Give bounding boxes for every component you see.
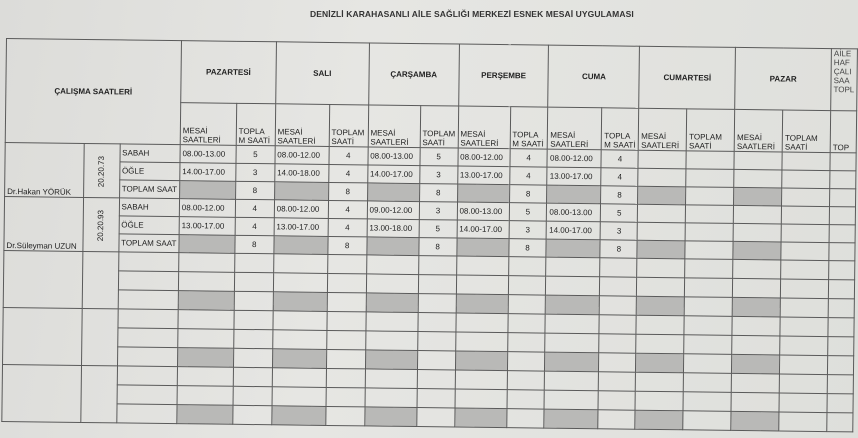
- hours-cell: 14.00-17.00: [457, 220, 509, 239]
- empty-cell: [545, 333, 599, 353]
- empty-cell: [546, 257, 600, 277]
- shaded-cell: [274, 182, 328, 201]
- doctor-name: Dr.Süleyman UZUN: [4, 196, 83, 251]
- daily-total: 8: [508, 239, 546, 257]
- empty-cell: [327, 292, 366, 311]
- empty-cell: [234, 310, 273, 329]
- empty-code-cell: [81, 365, 118, 422]
- shaded-cell: [455, 351, 507, 371]
- empty-cell: [117, 328, 178, 348]
- shaded-cell: [272, 406, 326, 426]
- empty-cell: [781, 242, 829, 261]
- empty-cell: [417, 389, 455, 408]
- empty-cell: [781, 206, 829, 225]
- empty-cell: [272, 387, 326, 407]
- empty-cell: [781, 224, 829, 243]
- empty-cell: [684, 297, 732, 317]
- shaded-cell: [273, 292, 327, 312]
- empty-cell: [272, 330, 326, 350]
- empty-cell: [599, 372, 636, 391]
- empty-cell: [118, 271, 179, 291]
- weekly-total-header: AİLE HAF ÇALI SAA TOPL: [831, 49, 858, 111]
- empty-cell: [828, 299, 854, 318]
- empty-cell: [326, 330, 365, 349]
- empty-cell: [508, 276, 546, 295]
- empty-cell: [829, 207, 855, 225]
- shaded-cell: [638, 186, 686, 205]
- empty-cell: [684, 373, 732, 393]
- row-label-ogle: ÖĞLE: [119, 162, 179, 181]
- total-cell: 4: [509, 167, 547, 185]
- empty-cell: [598, 410, 635, 429]
- empty-cell: [827, 413, 853, 432]
- hours-cell: 13.00-17.00: [457, 166, 509, 185]
- hours-cell: 08.00-12.00: [275, 146, 329, 165]
- doctor-code: 20.20.93: [83, 197, 119, 251]
- empty-cell: [507, 352, 545, 371]
- empty-cell: [418, 256, 456, 275]
- empty-cell: [366, 274, 418, 294]
- empty-cell: [731, 392, 779, 412]
- daily-total: 8: [509, 185, 547, 203]
- empty-cell: [827, 394, 853, 413]
- hours-cell: 08.00-12.00: [274, 200, 328, 219]
- total-cell: 4: [328, 218, 367, 236]
- total-cell: 4: [235, 199, 274, 217]
- empty-cell: [545, 371, 599, 391]
- daily-total: 8: [418, 238, 456, 256]
- empty-cell: [830, 189, 856, 207]
- hours-cell: 08.00-13.00: [368, 147, 420, 166]
- empty-cell: [684, 316, 732, 336]
- total-cell: 3: [509, 221, 547, 239]
- mesai-header: MESAİ SAATLERİ: [548, 107, 602, 150]
- empty-cell: [507, 390, 545, 409]
- shaded-cell: [456, 294, 508, 314]
- empty-cell: [780, 298, 828, 318]
- empty-cell: [117, 385, 178, 405]
- row-label-ogle: ÖĞLE: [119, 216, 179, 235]
- day-monday: PAZARTESİ: [181, 41, 277, 104]
- empty-cell: [780, 336, 828, 356]
- empty-cell: [829, 261, 855, 280]
- hours-cell: 08.00-12.00: [179, 199, 235, 218]
- empty-cell: [234, 329, 273, 348]
- daily-total: 8: [600, 240, 637, 258]
- empty-cell: [684, 335, 732, 355]
- total-cell: 3: [419, 202, 457, 220]
- empty-cell: [273, 254, 327, 274]
- empty-cell: [546, 276, 600, 296]
- empty-cell: [779, 393, 827, 413]
- shaded-cell: [544, 409, 598, 429]
- empty-cell: [178, 329, 234, 349]
- mesai-header: MESAİ SAATLERİ: [458, 106, 510, 149]
- empty-cell: [366, 255, 418, 275]
- empty-cell: [327, 311, 366, 330]
- total-cell: 3: [419, 166, 457, 184]
- empty-cell: [116, 404, 177, 424]
- day-sunday: PAZAR: [735, 47, 832, 110]
- empty-cell: [636, 372, 684, 392]
- empty-cell: [326, 349, 365, 368]
- empty-cell: [365, 388, 417, 408]
- empty-cell: [599, 315, 636, 334]
- empty-cell: [455, 370, 507, 390]
- empty-cell: [731, 373, 779, 393]
- empty-cell: [544, 390, 598, 410]
- empty-cell: [118, 290, 179, 310]
- empty-cell: [326, 368, 365, 387]
- hours-cell: 14.00-17.00: [547, 221, 601, 240]
- empty-cell: [177, 367, 233, 387]
- total-cell: 3: [236, 163, 275, 181]
- empty-cell: [830, 171, 856, 189]
- empty-cell: [507, 333, 545, 352]
- total-cell: 5: [420, 148, 458, 166]
- empty-cell: [455, 389, 507, 409]
- shaded-cell: [367, 183, 419, 202]
- shaded-cell: [366, 293, 418, 313]
- empty-cell: [417, 332, 455, 351]
- total-cell: 5: [419, 220, 457, 238]
- shaded-cell: [454, 408, 506, 428]
- empty-cell: [734, 151, 782, 170]
- hours-cell: 13.00-17.00: [547, 167, 601, 186]
- shaded-cell: [734, 187, 782, 206]
- toplam-header: TOPLA M SAATİ: [236, 103, 275, 145]
- empty-cell: [233, 386, 272, 405]
- day-friday: CUMA: [548, 45, 640, 108]
- day-thursday: PERŞEMBE: [458, 44, 549, 107]
- daily-total: 8: [419, 184, 457, 202]
- empty-cell: [685, 278, 733, 298]
- hours-cell: 08.00-12.00: [458, 148, 510, 167]
- shaded-cell: [367, 237, 419, 256]
- mesai-header: MESAİ SAATLERİ: [639, 108, 687, 151]
- empty-cell: [638, 168, 686, 187]
- toplam-header: TOPLAM SAATİ: [782, 110, 830, 153]
- hours-cell: 08.00-13.00: [180, 145, 236, 164]
- shaded-cell: [731, 411, 779, 431]
- empty-cell: [781, 260, 829, 280]
- empty-cell: [117, 347, 178, 367]
- empty-cell: [233, 367, 272, 386]
- shaded-cell: [364, 407, 416, 427]
- hours-cell: 14.00-17.00: [367, 165, 419, 184]
- schedule-table: [1, 38, 858, 432]
- hours-cell: 13.00-17.00: [274, 218, 328, 237]
- work-hours-header: ÇALIŞMA SAATLERİ: [5, 39, 181, 145]
- empty-cell: [178, 310, 234, 330]
- empty-cell: [418, 313, 456, 332]
- empty-name-cell: [3, 307, 82, 365]
- empty-cell: [734, 205, 782, 224]
- empty-cell: [827, 375, 853, 394]
- empty-cell: [780, 317, 828, 337]
- shaded-cell: [179, 181, 235, 200]
- doctor-name: Dr.Hakan YÖRÜK: [5, 142, 84, 197]
- empty-cell: [325, 406, 364, 425]
- empty-cell: [545, 314, 599, 334]
- empty-cell: [417, 370, 455, 389]
- shaded-cell: [365, 350, 417, 370]
- empty-name-cell: [2, 364, 81, 422]
- total-cell: 3: [601, 222, 638, 240]
- empty-cell: [600, 296, 637, 315]
- empty-cell: [177, 386, 233, 406]
- day-saturday: CUMARTESİ: [639, 46, 736, 109]
- daily-total: 8: [328, 236, 367, 254]
- shaded-cell: [272, 349, 326, 369]
- empty-cell: [456, 313, 508, 333]
- empty-cell: [506, 409, 544, 428]
- mesai-header: MESAİ SAATLERİ: [275, 104, 329, 147]
- empty-cell: [732, 335, 780, 355]
- shaded-cell: [547, 185, 601, 204]
- empty-cell: [233, 405, 272, 424]
- empty-cell: [782, 152, 830, 171]
- total-cell: 4: [510, 149, 548, 167]
- empty-cell: [637, 258, 685, 278]
- empty-cell: [234, 291, 273, 310]
- empty-cell: [734, 169, 782, 188]
- empty-cell: [779, 374, 827, 394]
- empty-cell: [638, 150, 686, 169]
- empty-cell: [733, 278, 781, 298]
- toplam-header: TOPLAM SAATİ: [329, 104, 368, 146]
- total-cell: 4: [601, 168, 638, 186]
- empty-cell: [507, 314, 545, 333]
- toplam-header: TOPLAM SAATİ: [420, 106, 458, 148]
- empty-cell: [508, 295, 546, 314]
- shaded-cell: [635, 410, 683, 430]
- empty-cell: [686, 187, 734, 206]
- toplam-header: TOPLAM SAATİ: [686, 109, 734, 152]
- empty-cell: [683, 392, 731, 412]
- empty-cell: [685, 241, 733, 260]
- empty-cell: [828, 337, 854, 356]
- shaded-cell: [637, 296, 685, 316]
- empty-cell: [830, 153, 856, 171]
- empty-cell: [683, 411, 731, 431]
- shaded-cell: [546, 239, 600, 258]
- shaded-cell: [178, 291, 234, 311]
- empty-cell: [598, 391, 635, 410]
- shaded-cell: [457, 184, 509, 203]
- empty-cell: [418, 275, 456, 294]
- empty-cell: [508, 257, 546, 276]
- empty-cell: [178, 272, 234, 292]
- empty-cell: [686, 205, 734, 224]
- hours-cell: 14.00-17.00: [180, 163, 236, 182]
- mesai-header: MESAİ SAATLERİ: [180, 103, 236, 146]
- row-label-toplam: TOPLAM SAAT: [119, 180, 179, 199]
- total-cell: 5: [601, 204, 638, 222]
- hours-cell: 08.00-13.00: [457, 202, 509, 221]
- empty-cell: [685, 223, 733, 242]
- empty-cell: [637, 277, 685, 297]
- shaded-cell: [733, 241, 781, 260]
- empty-cell: [600, 277, 637, 296]
- daily-total: 8: [328, 182, 367, 200]
- empty-code-cell: [81, 308, 118, 365]
- empty-name-cell: [3, 250, 82, 308]
- empty-cell: [637, 222, 685, 241]
- empty-cell: [780, 355, 828, 375]
- mesai-header: MESAİ SAATLERİ: [734, 109, 782, 152]
- empty-cell: [455, 332, 507, 352]
- hours-cell: 09.00-12.00: [367, 201, 419, 220]
- total-cell: 4: [329, 146, 368, 164]
- empty-cell: [829, 225, 855, 243]
- shaded-cell: [179, 235, 235, 254]
- empty-cell: [233, 348, 272, 367]
- weekly-total-subheader: TOP: [830, 111, 856, 153]
- mesai-header: MESAİ SAATLERİ: [368, 105, 420, 148]
- shaded-cell: [636, 353, 684, 373]
- empty-cell: [327, 273, 366, 292]
- empty-cell: [686, 151, 734, 170]
- toplam-header: TOPLA M SAATİ: [602, 108, 639, 150]
- hours-cell: 08.00-13.00: [547, 203, 601, 222]
- row-label-sabah: SABAH: [120, 144, 180, 163]
- empty-cell: [599, 334, 636, 353]
- empty-cell: [828, 280, 854, 299]
- empty-cell: [779, 412, 827, 432]
- empty-cell: [732, 316, 780, 336]
- shaded-cell: [732, 297, 780, 317]
- row-label-toplam: TOPLAM SAAT: [119, 234, 179, 253]
- empty-code-cell: [82, 251, 119, 308]
- total-cell: 4: [235, 217, 274, 235]
- doctor-code: 20.20.73: [83, 143, 119, 197]
- empty-cell: [327, 254, 366, 273]
- hours-cell: 08.00-12.00: [547, 149, 601, 168]
- shaded-cell: [177, 405, 233, 425]
- empty-cell: [638, 204, 686, 223]
- shaded-cell: [177, 348, 233, 368]
- empty-cell: [684, 354, 732, 374]
- empty-cell: [326, 387, 365, 406]
- empty-cell: [636, 334, 684, 354]
- total-cell: 5: [509, 203, 547, 221]
- empty-cell: [234, 272, 273, 291]
- empty-cell: [418, 294, 456, 313]
- empty-cell: [782, 188, 830, 207]
- shaded-cell: [545, 352, 599, 372]
- daily-total: 8: [235, 235, 274, 253]
- empty-cell: [733, 259, 781, 279]
- hours-cell: 13.00-18.00: [367, 219, 419, 238]
- shaded-cell: [732, 354, 780, 374]
- total-cell: 4: [328, 200, 367, 218]
- empty-cell: [599, 353, 636, 372]
- empty-cell: [636, 315, 684, 335]
- daily-total: 8: [601, 186, 638, 204]
- day-wednesday: ÇARŞAMBA: [368, 43, 459, 106]
- empty-cell: [456, 275, 508, 295]
- hours-cell: 13.00-17.00: [179, 217, 235, 236]
- row-label-sabah: SABAH: [119, 198, 179, 217]
- shaded-cell: [637, 240, 685, 259]
- shaded-cell: [274, 236, 328, 255]
- total-cell: 5: [236, 145, 275, 163]
- empty-cell: [600, 258, 637, 277]
- empty-cell: [686, 169, 734, 188]
- empty-cell: [507, 371, 545, 390]
- empty-cell: [635, 391, 683, 411]
- empty-cell: [733, 223, 781, 242]
- empty-cell: [365, 369, 417, 389]
- empty-cell: [417, 351, 455, 370]
- empty-cell: [828, 318, 854, 337]
- total-cell: 4: [601, 150, 638, 168]
- shaded-cell: [546, 295, 600, 315]
- empty-cell: [366, 312, 418, 332]
- empty-cell: [365, 331, 417, 351]
- empty-cell: [416, 408, 454, 427]
- empty-cell: [118, 309, 179, 329]
- shaded-cell: [456, 238, 508, 257]
- total-cell: 4: [328, 164, 367, 182]
- empty-cell: [685, 259, 733, 279]
- empty-cell: [781, 279, 829, 299]
- empty-cell: [117, 366, 178, 386]
- empty-cell: [829, 243, 855, 261]
- empty-cell: [234, 253, 273, 272]
- empty-cell: [118, 252, 179, 272]
- empty-cell: [272, 368, 326, 388]
- toplam-header: TOPLA M SAATİ: [510, 107, 548, 149]
- hours-cell: 14.00-18.00: [274, 164, 328, 183]
- page-title: DENİZLİ KARAHASANLI AİLE SAĞLIĞI MERKEZİ ESNEK MESAİ UYGULAMASI: [310, 9, 634, 19]
- empty-cell: [273, 311, 327, 331]
- empty-cell: [273, 273, 327, 293]
- day-tuesday: SALI: [275, 42, 369, 105]
- empty-cell: [828, 356, 854, 375]
- empty-cell: [456, 256, 508, 276]
- empty-cell: [782, 170, 830, 189]
- empty-cell: [179, 253, 235, 273]
- daily-total: 8: [235, 181, 274, 199]
